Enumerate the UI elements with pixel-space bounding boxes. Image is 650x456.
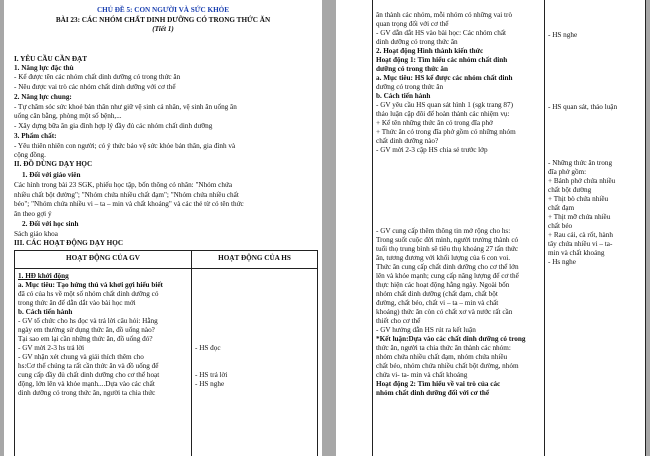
text-line: - Xây dựng bữa ăn gia đình hợp lý đầy đủ các nhóm chất dinh dưỡng bbox=[14, 122, 213, 130]
table-text-line: b. Cách tiến hành bbox=[18, 308, 73, 316]
table-text-line: *Kết luận:Dựa vào các chất dinh dưỡng có trong bbox=[376, 335, 526, 343]
column-header-student: HOẠT ĐỘNG CỦA HS bbox=[218, 254, 291, 262]
heading-qualities: 3. Phẩm chất: bbox=[14, 132, 57, 140]
text-line: - Tự chăm sóc sức khoẻ bản thân như giữ vệ sinh cá nhân, vệ sinh ăn uống ăn bbox=[14, 103, 237, 111]
table-text-line: chất dinh dưỡng nào? bbox=[376, 137, 439, 145]
table-text-line: + Thịt bò chứa nhiều bbox=[548, 195, 609, 203]
period-label: (Tiết 1) bbox=[152, 25, 174, 33]
table-text-line bbox=[376, 200, 542, 209]
table-text-line: đã có của hs về một số nhóm chất dinh dưỡng có bbox=[18, 290, 159, 298]
table-text-line: động, lớn lên và khỏe mạnh....Dựa vào các chất bbox=[18, 380, 155, 388]
table-text-line: a. Mục tiêu: HS kể được các nhóm chất dinh bbox=[376, 74, 513, 82]
table-text-line bbox=[376, 182, 542, 191]
section-materials: II. ĐỒ DÙNG DẠY HỌC bbox=[14, 160, 93, 168]
heading-general-competence: 2. Năng lực chung: bbox=[14, 93, 72, 101]
table-text-line: + Rau cải, cà rốt, hành bbox=[548, 231, 613, 239]
table-text-line: Trong suốt cuộc đời mình, người trưởng thành có bbox=[376, 236, 519, 244]
table-text-line: - Hs nghe bbox=[548, 258, 576, 266]
text-line: béo"; "Nhóm chứa nhiều vi – ta – min và chất khoáng" và các thẻ từ có tên thức bbox=[14, 200, 244, 208]
table-text-line: lên và khỏe mạnh; cung cấp năng lượng để cơ thể bbox=[376, 272, 519, 280]
table-text-line: min và chất khoáng bbox=[548, 249, 605, 257]
table-text-line: - GV nhận xét chung và giải thích thêm cho bbox=[18, 353, 144, 361]
table-text-line: b. Cách tiến hành bbox=[376, 92, 431, 100]
table-text-line bbox=[376, 164, 542, 173]
text-line: uống cân bằng, phòng một số bệnh,... bbox=[14, 112, 122, 120]
document-page-right bbox=[336, 0, 646, 456]
table-text-line: a. Mục tiêu: Tạo hứng thú và khơi gợi hiểu biết bbox=[18, 281, 163, 289]
table-text-line: quan trọng đối với cơ thể bbox=[376, 20, 449, 28]
lesson-title: BÀI 23: CÁC NHÓM CHẤT DINH DƯỠNG CÓ TRONG THỨC ĂN bbox=[55, 16, 271, 24]
table-text-line: hs:Cơ thể chúng ta rất cần thức ăn và đồ uống để bbox=[18, 362, 159, 370]
student-activity: - HS nghe bbox=[195, 380, 225, 388]
text-line: - Nêu được vai trò các nhóm chất dinh dưỡng với cơ thể bbox=[14, 83, 176, 91]
table-text-line: + Bánh phở chứa nhiều bbox=[548, 177, 616, 185]
table-text-line: tây chứa nhiều vi – ta- bbox=[548, 240, 613, 248]
table-text-line: - Những thức ăn trong bbox=[548, 159, 613, 167]
table-text-line: chất béo bbox=[548, 222, 573, 230]
table-text-line: nhóm chất dinh dưỡng đối với cơ thể bbox=[376, 389, 490, 397]
heading-special-competence: 1. Năng lực đặc thù bbox=[14, 64, 74, 72]
table-text-line: + Thịt mỡ chứa nhiều bbox=[548, 213, 611, 221]
table-text-line: ngày em thường sử dụng thức ăn, đồ uống nào? bbox=[18, 326, 155, 334]
table-text-line: nhóm chất dinh dưỡng (chất đạm, chất bột bbox=[376, 290, 498, 298]
table-text-line: - GV hướng dẫn HS rút ra kết luận bbox=[376, 326, 476, 334]
text-line: - Yêu thiên nhiên con người; có ý thức bảo vệ sức khỏe bản thân, gia đình và bbox=[14, 142, 236, 150]
table-text-line: thảo luận cặp đôi để hoàn thành các nhiệm vụ: bbox=[376, 110, 510, 118]
table-text-line: thực hiện các hoạt động hằng ngày. Ngoài bốn bbox=[376, 281, 510, 289]
student-activity: - HS quan sát, thảo luận bbox=[548, 103, 618, 111]
text-line: Sách giáo khoa bbox=[14, 230, 58, 238]
table-text-line: đĩa phở gồm: bbox=[548, 168, 587, 176]
table-text-line: Hoạt động 2: Tìm hiểu về vai trò của các bbox=[376, 380, 501, 388]
table-text-line bbox=[376, 218, 542, 227]
table-text-line: - GV tổ chức cho hs đọc và trả lời câu hỏi: Hằng bbox=[18, 317, 158, 325]
table-text-line: nhóm chứa nhiều chất đạm, nhóm chứa nhiều bbox=[376, 353, 508, 361]
table-text-line: thức ăn, người ta chia thức ăn thành các nhóm: bbox=[376, 344, 511, 352]
table-text-line: đường, chất béo, chất vi – ta – min và chất bbox=[376, 299, 499, 307]
table-text-line: dưỡng có trong thức ăn bbox=[376, 83, 444, 91]
table-text-line: chất đạm bbox=[548, 204, 575, 212]
section-activities: III. CÁC HOẠT ĐỘNG DẠY HỌC bbox=[14, 239, 124, 247]
table-text-line: trong thức ăn để dẫn dắt vào bài học mới bbox=[18, 299, 136, 307]
table-text-line: - GV yêu cầu HS quan sát hình 1 (sgk trang 87) bbox=[376, 101, 514, 109]
table-text-line: - GV dẫn dắt HS vào bài học: Các nhóm chất bbox=[376, 29, 507, 37]
student-activity: - HS nghe bbox=[548, 31, 578, 39]
table-text-line: - GV mời 2-3 hs trả lời bbox=[18, 344, 85, 352]
table-text-line: chất béo, nhóm chứa nhiều chất bột đường, nhóm bbox=[376, 362, 519, 370]
table-text-line: dinh dưỡng có trong thức ăn, người ta chia thức bbox=[18, 389, 156, 397]
table-text-line: chứa vi- ta- min và chất khoáng bbox=[376, 371, 468, 379]
table-text-line: - GV cung cấp thêm thông tin mở rộng cho hs: bbox=[376, 227, 511, 235]
table-text-line: ăn, tương đương với khối lượng của 6 con voi. bbox=[376, 254, 511, 262]
table-text-line bbox=[376, 155, 542, 164]
student-activity: - HS đọc bbox=[195, 344, 221, 352]
table-text-line: dinh dưỡng có trong thức ăn bbox=[376, 38, 458, 46]
document-page-left bbox=[4, 0, 322, 456]
table-text-line: dưỡng có trong thức ăn bbox=[376, 65, 448, 73]
table-text-line bbox=[376, 209, 542, 218]
activities-table bbox=[14, 250, 318, 456]
table-text-line: - GV mời 2-3 cặp HS chia sẻ trước lớp bbox=[376, 146, 488, 154]
table-text-line: Tại sao em lại cần những thức ăn, đồ uống đó? bbox=[18, 335, 153, 343]
text-line: - Kể được tên các nhóm chất dinh dưỡng có trong thức ăn bbox=[14, 73, 181, 81]
table-text-line bbox=[376, 173, 542, 182]
heading-for-student: 2. Đối với học sinh bbox=[22, 220, 79, 228]
table-text-line: tuổi thọ trung bình sẽ tiêu thụ khoảng 27 tấn thức bbox=[376, 245, 519, 253]
table-text-line: khoáng) thức ăn còn có chất xơ và nước rất cần bbox=[376, 308, 513, 316]
table-text-line: thiết cho cơ thể bbox=[376, 317, 421, 325]
table-text-line: chất bột đường bbox=[548, 186, 592, 194]
student-activity: - HS trả lời bbox=[195, 371, 228, 379]
text-line: cộng đồng. bbox=[14, 151, 46, 159]
table-text-line: + Kể tên những thức ăn có trong đĩa phở bbox=[376, 119, 493, 127]
text-line: ăn theo gợi ý bbox=[14, 210, 52, 218]
text-line: nhiều chất bột đường"; "Nhóm chứa nhiều chất đạm"; "Nhóm chứa nhiều chất bbox=[14, 191, 239, 199]
column-header-teacher: HOẠT ĐỘNG CỦA GV bbox=[66, 254, 140, 262]
table-text-line bbox=[376, 191, 542, 200]
activities-table-continued bbox=[372, 0, 646, 456]
topic-heading: CHỦ ĐỀ 5: CON NGƯỜI VÀ SỨC KHỎE bbox=[96, 6, 230, 14]
table-text-line: + Thức ăn có trong đĩa phở gồm có những nhóm bbox=[376, 128, 516, 136]
table-text-line: Thức ăn cung cấp chất dinh dưỡng cho cơ thể lớn bbox=[376, 263, 519, 271]
text-line: Các hình trong bài 23 SGK, phiếu học tập, bốn thông có nhãn: "Nhóm chứa bbox=[14, 181, 233, 189]
table-text-line: 1. HĐ khởi động bbox=[18, 272, 69, 280]
table-text-line: Hoạt động 1: Tìm hiểu các nhóm chất dinh bbox=[376, 56, 508, 64]
section-requirements: I. YÊU CẦU CẦN ĐẠT bbox=[14, 55, 88, 63]
table-text-line: ăn thành các nhóm, mỗi nhóm có những vai trò bbox=[376, 11, 513, 19]
table-text-line: 2. Hoạt động Hình thành kiến thức bbox=[376, 47, 484, 55]
heading-for-teacher: 1. Đối với giáo viên bbox=[22, 171, 81, 179]
table-text-line: cung cấp đầy đủ chất dinh dưỡng cho cơ thể hoạt bbox=[18, 371, 160, 379]
